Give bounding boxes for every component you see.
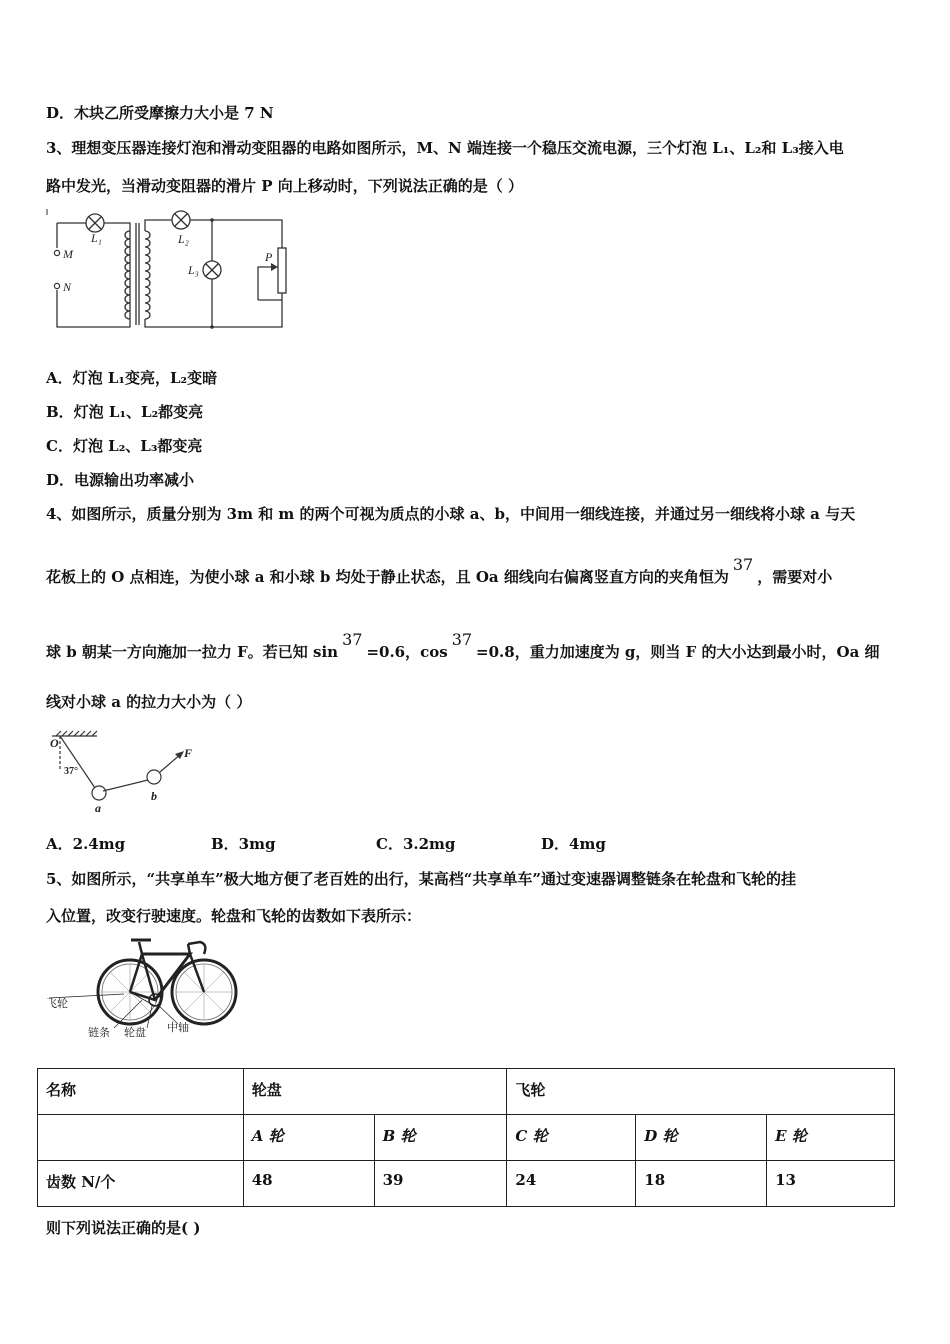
q4-stem-line3c: =0.8，重力加速度为 g，则当 F 的大小达到最小时，Oa 细 — [476, 643, 880, 661]
q4-stem-line2 — [46, 555, 833, 587]
label-a: a — [95, 801, 101, 815]
table-row — [38, 1069, 895, 1115]
table-value-b: 39 — [374, 1161, 507, 1207]
q2-option-d: D．木块乙所受摩擦力大小是 7 N — [46, 104, 274, 122]
table-header-chainring: 轮盘 — [243, 1069, 507, 1115]
label-f: F — [184, 746, 193, 760]
table-sub-b: B 轮 — [374, 1115, 507, 1161]
q3-option-c: C．灯泡 L₂、L₃都变亮 — [46, 437, 203, 455]
table-header-flywheel: 飞轮 — [507, 1069, 895, 1115]
q4-options — [46, 833, 606, 854]
bicycle-figure — [42, 932, 247, 1042]
cos-angle: 37 — [451, 630, 473, 649]
transformer-circuit-figure — [40, 205, 300, 335]
balls-figure — [42, 730, 212, 815]
label-axle: 中轴 — [167, 1021, 189, 1034]
teeth-table — [37, 1068, 895, 1207]
label-n: N — [63, 280, 72, 294]
q4-stem-line3 — [46, 630, 880, 662]
table-value-a: 48 — [243, 1161, 374, 1207]
q3-option-b: B．灯泡 L₁、L₂都变亮 — [46, 403, 204, 421]
q4-stem-line2b: ，需要对小 — [757, 568, 833, 586]
q4-stem-line4: 线对小球 a 的拉力大小为（ ） — [46, 693, 252, 711]
q3-option-a: A．灯泡 L₁变亮，L₂变暗 — [46, 369, 218, 387]
table-sub-d: D 轮 — [636, 1115, 767, 1161]
label-angle: 37° — [64, 766, 78, 777]
q4-stem-line1: 4、如图所示，质量分别为 3m 和 m 的两个可视为质点的小球 a、b，中间用一细线连接，并通过另一细线将小球 a 与天 — [46, 505, 856, 523]
q4-option-a: A．2.4mg — [46, 835, 126, 853]
label-l2: L₂ — [178, 232, 189, 246]
sin-angle: 37 — [342, 630, 363, 649]
q5-stem-line1: 5、如图所示，“共享单车”极大地方便了老百姓的出行，某高档“共享单车”通过变速器调整链条在轮盘和飞轮的挂 — [46, 870, 796, 888]
q5-question: 则下列说法正确的是( ) — [46, 1219, 201, 1237]
label-l3: L₃ — [188, 263, 199, 277]
table-header-name: 名称 — [38, 1069, 244, 1115]
table-value-d: 18 — [636, 1161, 767, 1207]
table-row — [38, 1115, 895, 1161]
label-chain: 链条 — [88, 1026, 110, 1039]
q5-stem-line2: 入位置，改变行驶速度。轮盘和飞轮的齿数如下表所示： — [46, 907, 422, 925]
q3-stem-line2: 路中发光，当滑动变阻器的滑片 P 向上移动时，下列说法正确的是（ ） — [46, 177, 523, 195]
table-sub-c: C 轮 — [507, 1115, 636, 1161]
q3-option-d: D．电源输出功率减小 — [46, 471, 195, 489]
label-o: O — [50, 736, 59, 750]
label-p: P — [265, 250, 273, 264]
q3-stem-line1: 3、理想变压器连接灯泡和滑动变阻器的电路如图所示，M、N 端连接一个稳压交流电源，三个灯泡 L₁、L₂和 L₃接入电 — [46, 139, 844, 157]
table-sub-e: E 轮 — [767, 1115, 895, 1161]
label-l1: L₁ — [91, 231, 102, 245]
q4-stem-line3b: =0.6，cos — [366, 643, 448, 661]
q4-stem-line3a: 球 b 朝某一方向施加一拉力 F。若已知 sin — [46, 643, 339, 661]
table-row — [38, 1161, 895, 1207]
angle-value: 37 — [732, 555, 754, 574]
q4-stem-line2a: 花板上的 O 点相连，为使小球 a 和小球 b 均处于静止状态，且 Oa 细线向右偏离竖直方向的夹角恒为 — [46, 568, 729, 586]
table-sub-a: A 轮 — [243, 1115, 374, 1161]
table-cell-empty — [38, 1115, 244, 1161]
table-value-e: 13 — [767, 1161, 895, 1207]
label-flywheel: 飞轮 — [46, 997, 68, 1010]
q4-option-d: D．4mg — [541, 835, 606, 853]
q4-option-b: B．3mg — [211, 835, 276, 853]
q4-option-c: C．3.2mg — [376, 835, 456, 853]
label-m: M — [63, 247, 73, 261]
table-value-c: 24 — [507, 1161, 636, 1207]
label-b: b — [151, 789, 157, 803]
table-row-label: 齿数 N/个 — [38, 1161, 244, 1207]
label-chainring: 轮盘 — [124, 1026, 146, 1039]
